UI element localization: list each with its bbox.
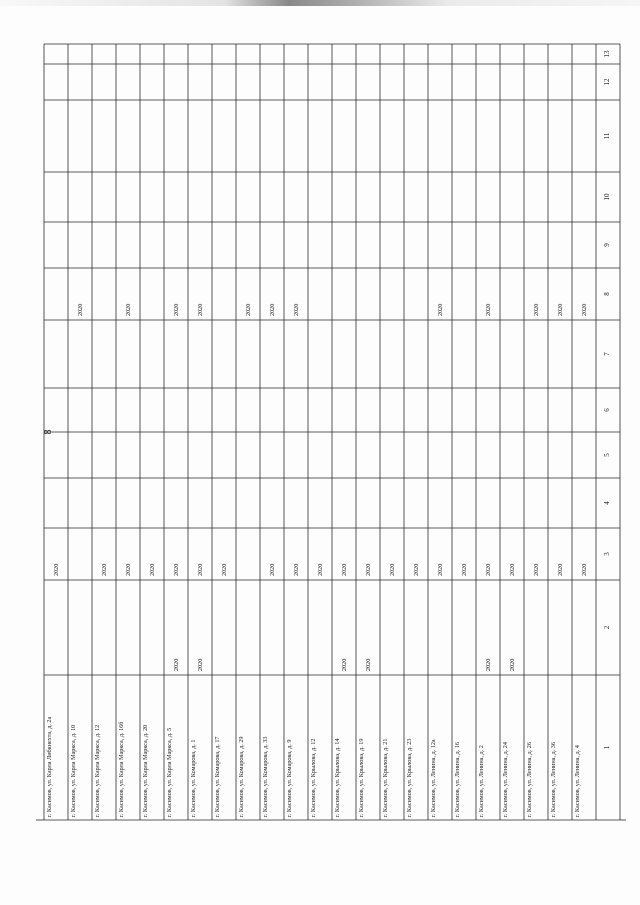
column-header-text: 5: [603, 453, 611, 457]
table-cell-value: [572, 528, 596, 580]
table-row-address: [452, 675, 476, 820]
table-row-address: [572, 675, 596, 820]
table-cell-value: [164, 268, 188, 320]
table-row-address: [308, 675, 332, 820]
table-cell-value: [188, 268, 212, 320]
column-header-text: 3: [603, 552, 611, 556]
table-row-address-text: г. Касимов, ул. Крылова, д. 12: [310, 738, 317, 817]
table-cell-value-text: 2020: [124, 303, 132, 316]
table-row-address: [404, 675, 428, 820]
table-row-address-text: г. Касимов, ул. Карла Маркса, д. 16б: [118, 721, 125, 817]
table-cell-value-text: 2020: [268, 563, 276, 576]
table-cell-value-text: 2020: [412, 563, 420, 576]
table-cell-value: [92, 528, 116, 580]
table-cell-value-text: 2020: [508, 658, 516, 671]
column-header: [596, 320, 620, 388]
table-cell-value-text: 2020: [580, 563, 588, 576]
column-header-text: 11: [603, 132, 611, 140]
table-cell-value: [428, 528, 452, 580]
table-row-address: [332, 675, 356, 820]
table-cell-value-text: 2020: [484, 303, 492, 316]
table-cell-value-text: 2020: [364, 658, 372, 671]
column-header-text: 7: [603, 352, 611, 356]
table-cell-value: [476, 268, 500, 320]
table-row-address-text: г. Касимов, ул. Ленина, д. 4: [574, 745, 581, 817]
table-cell-value: [260, 528, 284, 580]
column-header: [596, 478, 620, 528]
table-cell-value: [308, 528, 332, 580]
table-row-address-text: г. Касимов, ул. Карла Либкнехта, д. 2а: [46, 716, 53, 817]
table-row-address: [548, 675, 572, 820]
table-row-address-text: г. Касимов, ул. Ленина, д. 12а: [430, 739, 437, 817]
table-cell-value: [500, 528, 524, 580]
table-cell-value-text: 2020: [556, 303, 564, 316]
table-cell-value-text: 2020: [52, 563, 60, 576]
column-header-text: 2: [603, 625, 611, 630]
table-row-address-text: г. Касимов, ул. Крылова, д. 19: [358, 738, 365, 817]
table-cell-value: [212, 528, 236, 580]
table-row-address: [212, 675, 236, 820]
table-cell-value-text: 2020: [172, 303, 180, 316]
table-cell-value-text: 2020: [436, 303, 444, 316]
table-row-address-text: г. Касимов, ул. Карла Маркса, д. 5: [166, 727, 173, 817]
table-cell-value-text: 2020: [340, 658, 348, 671]
table-row-address-text: г. Касимов, ул. Ленина, д. 2: [478, 745, 485, 817]
table-row-address-text: г. Касимов, ул. Крылова, д. 14: [334, 738, 341, 817]
table-cell-value-text: 2020: [484, 563, 492, 576]
table-cell-value: [284, 268, 308, 320]
table-cell-value: [68, 268, 92, 320]
table-cell-value: [524, 268, 548, 320]
table-cell-value-text: 2020: [436, 563, 444, 576]
table-cell-value-text: 2020: [556, 563, 564, 576]
table-cell-value-text: 2020: [340, 563, 348, 576]
table-row-address-text: г. Касимов, ул. Карла Маркса, д. 20: [142, 724, 149, 817]
table-cell-value-text: 2020: [148, 563, 156, 576]
table-row-address: [500, 675, 524, 820]
table-cell-value: [524, 528, 548, 580]
table-cell-value: [500, 580, 524, 675]
table-cell-value-text: 2020: [316, 563, 324, 576]
column-header-text: 6: [603, 408, 611, 412]
column-header: [596, 580, 620, 675]
table-cell-value: [404, 528, 428, 580]
column-header: [596, 44, 620, 64]
page-number: 8: [43, 429, 54, 435]
table-cell-value: [116, 528, 140, 580]
table-row-address: [428, 675, 452, 820]
table-cell-value: [380, 528, 404, 580]
table-row-address: [260, 675, 284, 820]
table-row-address: [164, 675, 188, 820]
table-row-address-text: г. Касимов, ул. Ленина, д. 24: [502, 742, 509, 817]
table-cell-value: [164, 580, 188, 675]
table-row-address: [188, 675, 212, 820]
column-header: [596, 172, 620, 222]
table-row-address: [140, 675, 164, 820]
table-row-address: [380, 675, 404, 820]
table-cell-value-text: 2020: [172, 658, 180, 671]
table-cell-value: [332, 528, 356, 580]
table-cell-value: [356, 580, 380, 675]
table-row-address-text: г. Касимов, ул. Карла Маркса, д. 10: [70, 724, 77, 817]
table-cell-value: [116, 268, 140, 320]
table-cell-value: [548, 268, 572, 320]
table-cell-value-text: 2020: [364, 563, 372, 576]
table-cell-value: [548, 528, 572, 580]
table-cell-value-text: 2020: [220, 563, 228, 576]
table-cell-value: [476, 528, 500, 580]
column-header-text: 12: [603, 78, 611, 86]
table-cell-value-text: 2020: [388, 563, 396, 576]
column-header-text: 1: [603, 745, 611, 750]
table-cell-value-text: 2020: [124, 563, 132, 576]
table-row-address: [356, 675, 380, 820]
table-cell-value: [260, 268, 284, 320]
table-cell-value-text: 2020: [484, 658, 492, 671]
table-row-address-text: г. Касимов, ул. Крылова, д. 21: [382, 738, 389, 817]
table-cell-value: [332, 580, 356, 675]
column-header: [596, 675, 620, 820]
table-row-address: [92, 675, 116, 820]
table-cell-value: [572, 268, 596, 320]
table-cell-value-text: 2020: [76, 303, 84, 316]
table-cell-value: [452, 528, 476, 580]
table-cell-value: [236, 268, 260, 320]
table-cell-value: [188, 528, 212, 580]
table-row-address-text: г. Касимов, ул. Комарова, д. 17: [214, 736, 221, 817]
table-row-address-text: г. Касимов, ул. Ленина, д. 36: [550, 742, 557, 817]
table-cell-value-text: 2020: [580, 303, 588, 316]
column-header: [596, 388, 620, 432]
table-row-address-text: г. Касимов, ул. Крылова, д. 23: [406, 738, 413, 817]
table-row-address: [236, 675, 260, 820]
table-row-address: [284, 675, 308, 820]
column-header-text: 13: [603, 50, 611, 58]
table-cell-value-text: 2020: [532, 563, 540, 576]
table-row-address: [68, 675, 92, 820]
table-row-address-text: г. Касимов, ул. Комарова, д. 1: [190, 739, 197, 817]
table-cell-value: [44, 528, 68, 580]
column-header-text: 9: [603, 243, 611, 247]
table-row-address-text: г. Касимов, ул. Комарова, д. 33: [262, 736, 269, 817]
table-cell-value-text: 2020: [508, 563, 516, 576]
table-cell-value-text: 2020: [196, 563, 204, 576]
table-row-address-text: г. Касимов, ул. Карла Маркса, д. 12: [94, 724, 101, 817]
table-row-address: [524, 675, 548, 820]
column-header-text: 4: [603, 501, 611, 505]
table-cell-value-text: 2020: [292, 563, 300, 576]
column-header: [596, 268, 620, 320]
column-header-text: 10: [603, 193, 611, 201]
table-cell-value-text: 2020: [100, 563, 108, 576]
column-header: [596, 222, 620, 268]
table-row-address-text: г. Касимов, ул. Комарова, д. 29: [238, 736, 245, 817]
table-cell-value: [164, 528, 188, 580]
table-cell-value: [356, 528, 380, 580]
table-cell-value-text: 2020: [244, 303, 252, 316]
table-cell-value-text: 2020: [532, 303, 540, 316]
table-row-address-text: г. Касимов, ул. Ленина, д. 16: [454, 742, 461, 817]
table-cell-value: [140, 528, 164, 580]
table-row-address: [476, 675, 500, 820]
column-header: [596, 528, 620, 580]
column-header-text: 8: [603, 292, 611, 296]
column-header: [596, 100, 620, 172]
table-cell-value: [476, 580, 500, 675]
table-cell-value-text: 2020: [172, 563, 180, 576]
table-cell-value: [284, 528, 308, 580]
table-row-address: [44, 675, 68, 820]
table-cell-value-text: 2020: [292, 303, 300, 316]
table-cell-value-text: 2020: [196, 658, 204, 671]
column-header: [596, 64, 620, 100]
table-cell-value-text: 2020: [460, 563, 468, 576]
table-cell-value-text: 2020: [268, 303, 276, 316]
table-row-address-text: г. Касимов, ул. Комарова, д. 9: [286, 739, 293, 817]
table-cell-value: [428, 268, 452, 320]
table-cell-value: [188, 580, 212, 675]
table-row-address: [116, 675, 140, 820]
table-cell-value-text: 2020: [196, 303, 204, 316]
table-row-address-text: г. Касимов, ул. Ленина, д. 26: [526, 742, 533, 817]
column-header: [596, 432, 620, 478]
